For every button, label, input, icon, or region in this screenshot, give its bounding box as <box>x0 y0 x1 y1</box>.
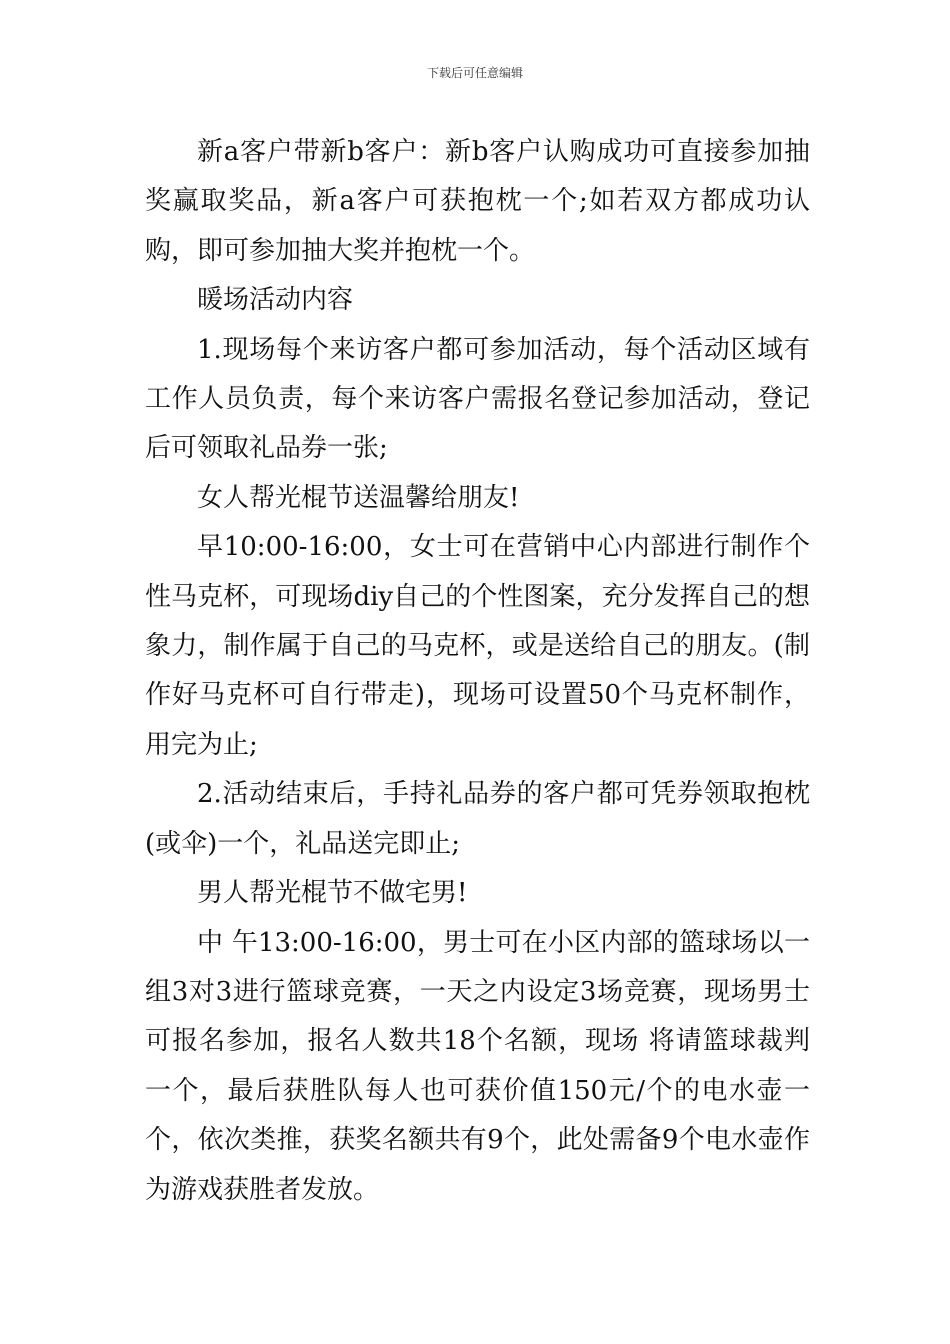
paragraph-mug-diy: 早10:00-16:00，女士可在营销中心内部进行制作个性马克杯，可现场diy自己的个性图案，充分发挥自己的想象力，制作属于自己的马克杯，或是送给自己的朋友。(制作好马克杯可自行带走)，现场可设置50个马克杯制作，用完为止; <box>145 532 810 760</box>
paragraph-men-heading: 男人帮光棍节不做宅男! <box>197 878 468 909</box>
page-header-note: 下载后可任意编辑 <box>426 66 523 80</box>
paragraph-basketball: 中 午13:00-16:00，男士可在小区内部的篮球场以一组3对3进行篮球竞赛，一天之内设定3场竞赛，现场男士可报名参加，报名人数共18个名额，现场 将请篮球裁判一个，最后获胜队每人也可获价值150元/个的电水壶一个，依次类推，获奖名额共有9个，此处需备9个电水壶作为游戏获胜者发放。 <box>145 927 810 1205</box>
document-body <box>145 128 810 1215</box>
paragraph-referral-reward: 新a客户带新b客户：新b客户认购成功可直接参加抽奖赢取奖品，新a客户可获抱枕一个;如若双方都成功认购，即可参加抽大奖并抱枕一个。 <box>145 137 810 266</box>
paragraph-visitor-activity: 1.现场每个来访客户都可参加活动，每个活动区域有工作人员负责，每个来访客户需报名登记参加活动，登记后可领取礼品券一张; <box>145 334 810 464</box>
paragraph-gift-redemption: 2.活动结束后，手持礼品券的客户都可凭券领取抱枕(或伞)一个，礼品送完即止; <box>145 779 810 859</box>
paragraph-women-heading: 女人帮光棍节送温馨给朋友! <box>197 482 520 513</box>
paragraph-warmup-heading: 暖场活动内容 <box>197 285 354 316</box>
